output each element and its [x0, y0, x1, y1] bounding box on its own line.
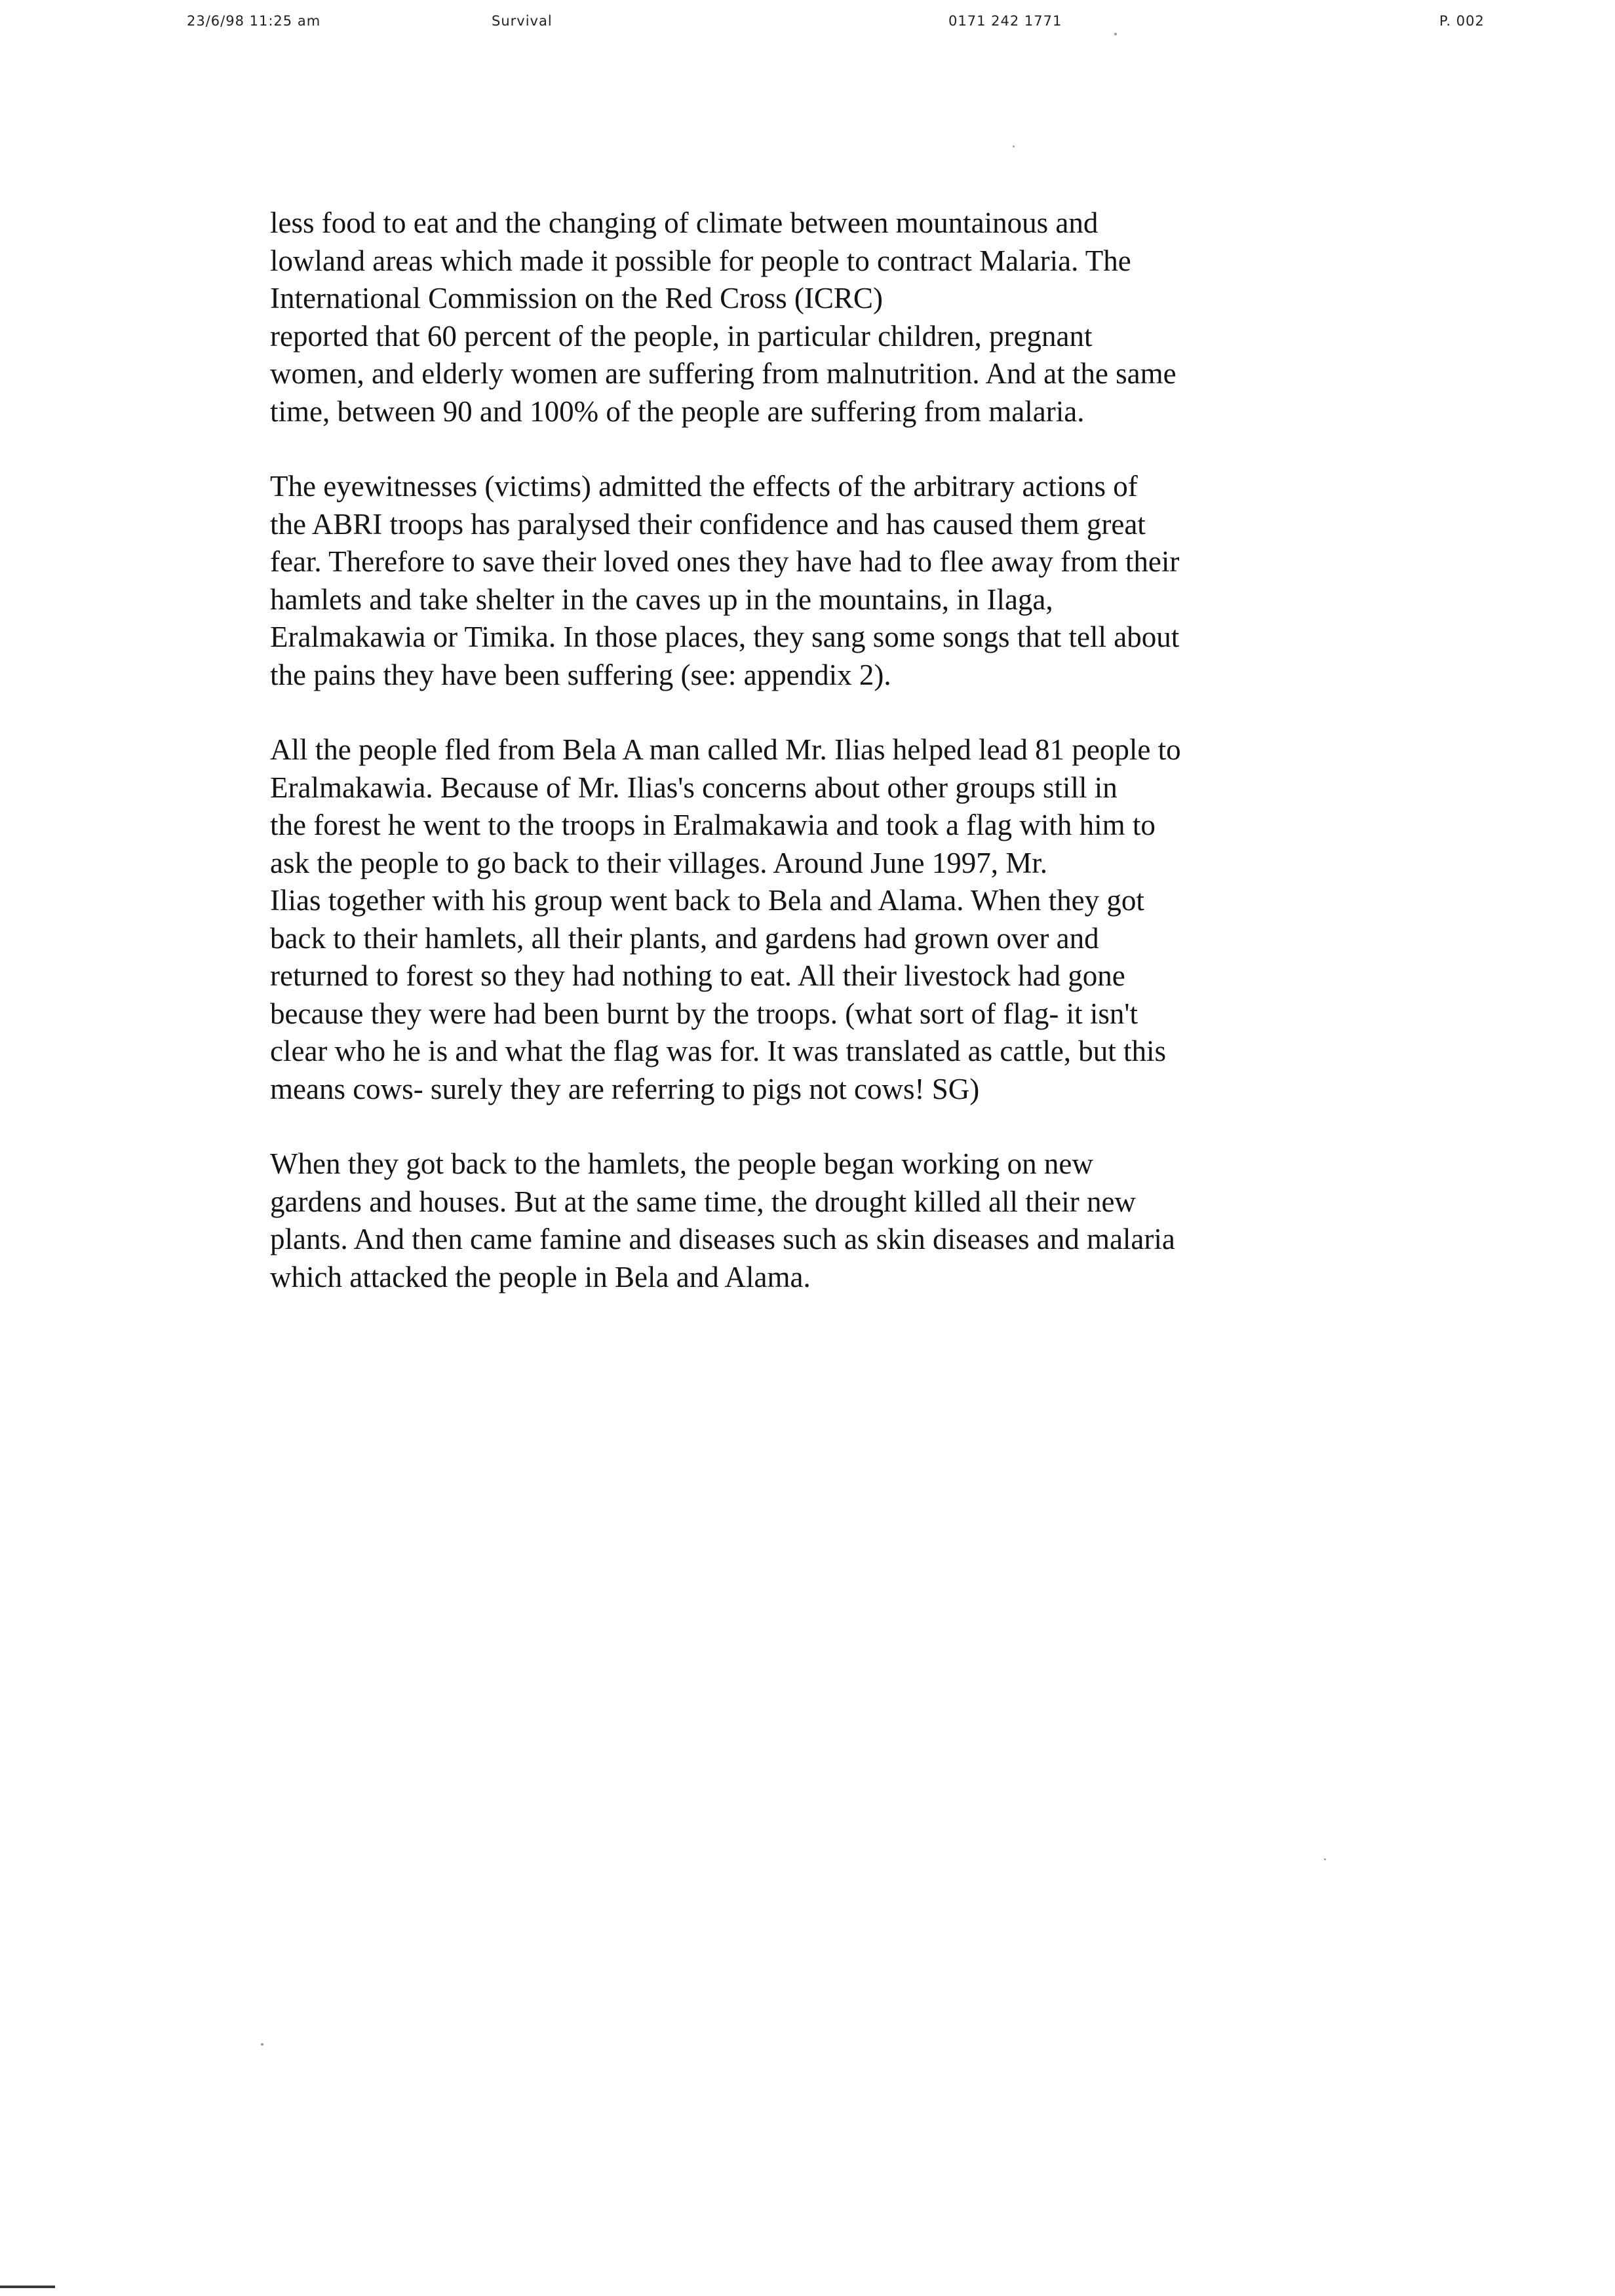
text-line: which attacked the people in Bela and Alama.	[270, 1260, 811, 1293]
scan-speck	[261, 2043, 263, 2046]
text-line: Eralmakawia or Timika. In those places, they sang some songs that tell about	[270, 621, 1180, 653]
text-line: the pains they have been suffering (see: appendix 2).	[270, 658, 891, 691]
text-line: the forest he went to the troops in Eralmakawia and took a flag with him to	[270, 809, 1156, 841]
text-line: the ABRI troops has paralysed their confidence and has caused them great	[270, 507, 1146, 541]
text-line: plants. And then came famine and diseases such as skin diseases and malaria	[270, 1223, 1175, 1255]
text-line: ask the people to go back to their villages. Around June 1997, Mr.	[270, 846, 1048, 879]
text-line: Ilias together with his group went back to Bela and Alama. When they got	[270, 884, 1144, 917]
scan-edge-mark	[0, 2286, 55, 2288]
text-line: hamlets and take shelter in the caves up in the mountains, in Ilaga,	[270, 583, 1053, 616]
fax-sender: Survival	[492, 13, 553, 29]
text-line: returned to forest so they had nothing to eat. All their livestock had gone	[270, 959, 1125, 992]
text-line: women, and elderly women are suffering from malnutrition. And at the same	[270, 357, 1177, 390]
text-line: back to their hamlets, all their plants, and gardens had grown over and	[270, 921, 1099, 955]
text-line: clear who he is and what the flag was for. It was translated as cattle, but this	[270, 1035, 1167, 1067]
paragraph-1	[270, 204, 1397, 430]
paragraph-2	[270, 468, 1397, 694]
text-line: When they got back to the hamlets, the people began working on new	[270, 1147, 1093, 1180]
paragraph-4	[270, 1145, 1397, 1296]
fax-datetime: 23/6/98 11:25 am	[187, 13, 321, 29]
text-line: The eyewitnesses (victims) admitted the effects of the arbitrary actions of	[270, 470, 1138, 503]
text-line: gardens and houses. But at the same time, the drought killed all their new	[270, 1185, 1136, 1218]
text-line: fear. Therefore to save their loved ones they have had to flee away from their	[270, 545, 1180, 578]
scan-speck	[1013, 145, 1015, 147]
text-line: time, between 90 and 100% of the people are suffering from malaria.	[270, 394, 1085, 428]
text-line: means cows- surely they are referring to pigs not cows! SG)	[270, 1072, 980, 1105]
text-line: reported that 60 percent of the people, in particular children, pregnant	[270, 319, 1093, 353]
fax-phone-number: 0171 242 1771	[948, 13, 1062, 29]
scan-speck	[1114, 33, 1117, 35]
scan-speck	[1324, 1858, 1326, 1860]
text-line: because they were had been burnt by the troops. (what sort of flag- it isn't	[270, 997, 1138, 1030]
fax-header	[0, 8, 1615, 41]
text-line: International Commission on the Red Cross (ICRC)	[270, 282, 883, 315]
text-line: less food to eat and the changing of climate between mountainous and	[270, 206, 1099, 239]
document-body	[270, 204, 1397, 1333]
text-line: lowland areas which made it possible for people to contract Malaria. The	[270, 244, 1131, 277]
paragraph-3	[270, 731, 1397, 1108]
text-line: Eralmakawia. Because of Mr. Ilias's concerns about other groups still in	[270, 771, 1118, 804]
text-line: All the people fled from Bela A man called Mr. Ilias helped lead 81 people to	[270, 733, 1181, 766]
fax-page-number: P. 002	[1439, 13, 1485, 29]
